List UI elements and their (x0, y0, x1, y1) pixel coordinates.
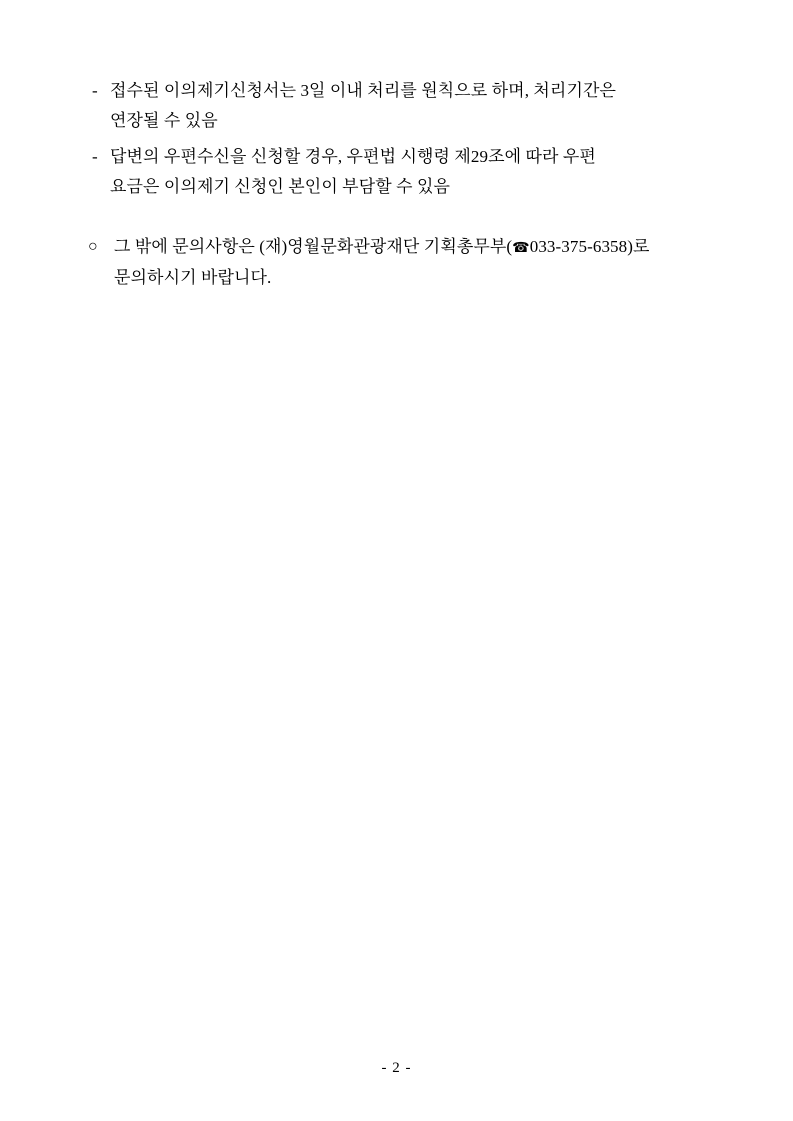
telephone-icon: ☎ (512, 240, 530, 256)
notice-paragraph (88, 232, 728, 293)
dash-bullet-text (110, 142, 728, 202)
dash-bullet-list (88, 76, 728, 202)
list-item (88, 76, 728, 136)
phone-number: 033-375-6358 (529, 237, 628, 256)
circle-bullet-marker: ○ (88, 238, 98, 255)
dash-bullet-text (110, 76, 728, 136)
list-item (88, 142, 728, 202)
dash-bullet-marker: - (92, 81, 98, 100)
page-number: - 2 - (381, 1060, 412, 1076)
bullet-line-1: 답변의 우편수신을 신청할 경우, 우편법 시행령 제29조에 따라 우편 (110, 147, 596, 166)
notice-line-2: 문의하시기 바랍니다. (114, 268, 272, 287)
dash-bullet-marker: - (92, 147, 98, 166)
notice-text-after-phone: )로 (627, 237, 650, 256)
bullet-line-2: 연장될 수 있음 (110, 111, 218, 130)
notice-text-before-phone: 그 밖에 문의사항은 (재)영월문화관광재단 기획총무부( (114, 237, 513, 256)
page-content (88, 76, 728, 293)
bullet-line-1: 접수된 이의제기신청서는 3일 이내 처리를 원칙으로 하며, 처리기간은 (110, 81, 617, 100)
notice-text (114, 232, 728, 293)
bullet-line-2: 요금은 이의제기 신청인 본인이 부담할 수 있음 (110, 177, 451, 196)
